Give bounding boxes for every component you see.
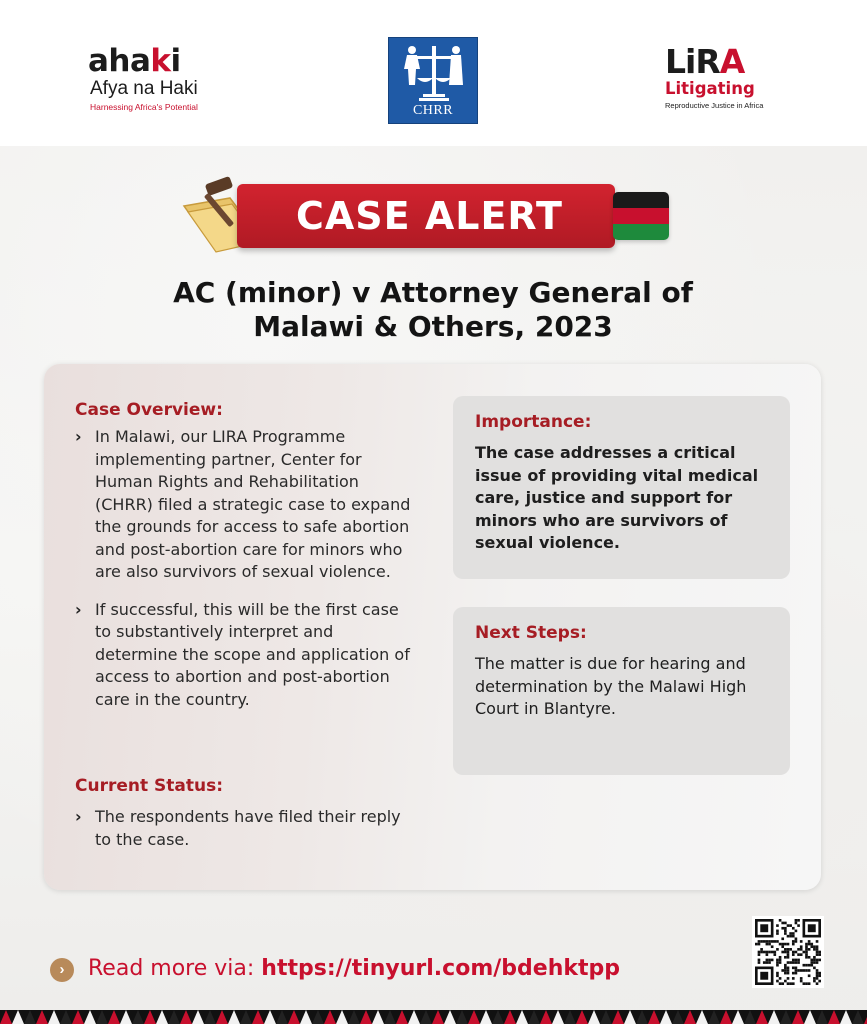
importance-text: The case addresses a critical issue of providing vital medical care, justice and support for minors who are survivors of sexual violence.: [475, 443, 759, 552]
chevron-right-icon: ›: [75, 807, 82, 826]
case-alert-label: CASE ALERT: [296, 194, 563, 238]
flag-stripe-red: [613, 208, 669, 224]
case-title-line-1: AC (minor) v Attorney General of: [173, 276, 693, 309]
read-more-link[interactable]: https://tinyurl.com/bdehktpp: [261, 956, 620, 981]
lira-logo: [665, 42, 785, 110]
list-item: › In Malawi, our LIRA Programme implementing partner, Center for Human Rights and Rehabilitation (CHRR) filed a strategic case to expand the grounds for access to safe abortion and post-abortion care for minors who are also survivors of sexual violence.: [75, 427, 411, 581]
decorative-pattern-strip: [0, 1010, 867, 1024]
arrow-right-circle-icon: ›: [50, 958, 74, 982]
next-steps-heading: Next Steps:: [475, 623, 587, 643]
chevron-right-icon: ›: [75, 427, 82, 446]
header: [0, 0, 867, 146]
importance-heading: Importance:: [475, 412, 592, 432]
lira-subtitle: Litigating: [665, 79, 755, 98]
read-more-text: [88, 954, 620, 984]
list-item: › The respondents have filed their reply to the case.: [75, 807, 401, 849]
case-title-line-2: Malawi & Others, 2023: [253, 310, 613, 343]
chevron-right-icon: ›: [75, 599, 82, 619]
current-status-heading: Current Status:: [75, 776, 224, 796]
ahaki-logo: [88, 44, 218, 112]
justice-scale-icon: [389, 38, 479, 108]
lira-wordmark: LiRA: [665, 42, 745, 81]
flag-stripe-black: [613, 192, 669, 208]
malawi-flag-icon: [613, 192, 669, 240]
ahaki-wordmark: ahaki: [88, 43, 181, 79]
importance-box: [453, 396, 790, 579]
case-overview-heading: Case Overview:: [75, 400, 223, 420]
read-more-label: Read more via:: [88, 956, 262, 981]
chrr-logo: [388, 37, 478, 124]
ahaki-subtitle: Afya na Haki: [90, 78, 198, 99]
chrr-label: CHRR: [412, 103, 454, 118]
case-overview-list: [75, 426, 415, 726]
ahaki-tagline: Harnessing Africa's Potential: [90, 102, 198, 112]
current-status-list: [75, 806, 405, 866]
read-more-line: [50, 954, 670, 984]
flag-stripe-green: [613, 224, 669, 240]
main-panel: [0, 146, 867, 1010]
case-title: [133, 276, 733, 344]
qr-code-icon[interactable]: [752, 916, 824, 988]
lira-tagline: Reproductive Justice in Africa: [665, 101, 764, 110]
next-steps-box: [453, 607, 790, 775]
case-alert-banner: [237, 184, 615, 248]
list-item: › If successful, this will be the first case to substantively interpret and determine the scope and application of access to abortion and post-abortion care in the country.: [75, 599, 410, 709]
case-details-card: [44, 364, 821, 890]
next-steps-text: The matter is due for hearing and determination by the Malawi High Court in Blantyre.: [475, 654, 747, 718]
